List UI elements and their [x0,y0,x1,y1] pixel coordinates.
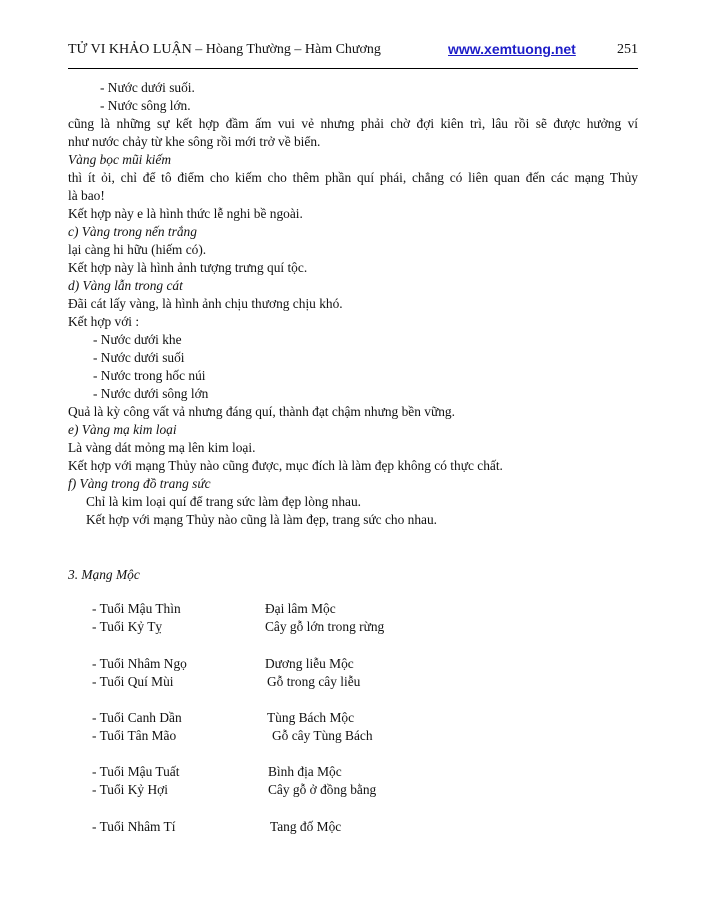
paragraph-line: Quả là kỳ công vất vả nhưng đáng quí, thành đạt chậm nhưng bền vững. [68,404,455,419]
section-heading-moc: 3. Mạng Mộc [68,567,140,582]
age-cell: - Tuổi Canh Dần [92,710,182,725]
paragraph-line: Kết hợp này e là hình thức lễ nghi bề ngoài. [68,206,303,221]
page-number: 251 [617,42,638,57]
list-item: - Nước trong hốc núi [93,368,206,383]
section-heading: d) Vàng lẫn trong cát [68,278,183,293]
header-site-link[interactable]: www.xemtuong.net [448,41,576,57]
paragraph-line: Kết hợp với mạng Thủy nào cũng là làm đẹp, trang sức cho nhau. [86,512,438,527]
element-cell: Dương liễu Mộc [265,656,354,671]
list-item: - Nước dưới suối. [100,80,195,95]
paragraph-line: cũng là những sự kết hợp đầm ấm vui vẻ nhưng phải chờ đợi kiên trì, lâu rồi sẽ được hưởng ví [68,116,638,131]
paragraph-line: Chỉ là kim loại quí để trang sức làm đẹp lòng nhau. [86,494,362,509]
element-cell: Đại lâm Mộc [265,601,336,616]
age-cell: - Tuổi Tân Mão [92,728,177,743]
paragraph-line: Kết hợp với : [68,314,140,329]
section-heading: Vàng bọc mũi kiếm [68,152,172,167]
element-cell: Gỗ cây Tùng Bách [272,728,373,743]
section-heading: c) Vàng trong nến trắng [68,224,197,239]
age-cell: - Tuổi Kỷ Hợi [92,782,168,797]
paragraph-line: thì ít ỏi, chỉ để tô điểm cho kiếm cho thêm phần quí phái, chẳng có liên quan đến các mạng Thủy [68,170,638,185]
age-cell: - Tuổi Nhâm Ngọ [92,656,187,671]
paragraph-line: Kết hợp với mạng Thủy nào cũng được, mục đích là làm đẹp không có thực chất. [68,458,503,473]
page-header [68,42,638,62]
element-cell: Cây gỗ lớn trong rừng [265,619,385,634]
element-cell: Tang đố Mộc [270,819,342,834]
age-cell: - Tuổi Nhâm Tí [92,819,176,834]
paragraph-line: Là vàng dát mỏng mạ lên kim loại. [68,440,256,455]
section-heading: e) Vàng mạ kim loại [68,422,177,437]
header-title: TỬ VI KHẢO LUẬN – Hòang Thường – Hàm Chương [68,42,381,57]
paragraph-line: lại càng hi hữu (hiếm có). [68,242,207,257]
list-item: - Nước dưới sông lớn [93,386,209,401]
age-cell: - Tuổi Mậu Thìn [92,601,181,616]
header-rule [68,68,638,69]
element-cell: Cây gỗ ở đồng bằng [268,782,377,797]
age-cell: - Tuổi Kỷ Tỵ [92,619,163,634]
age-cell: - Tuổi Mậu Tuất [92,764,180,779]
section-heading: f) Vàng trong đồ trang sức [68,476,211,491]
element-cell: Gỗ trong cây liễu [267,674,361,689]
element-cell: Tùng Bách Mộc [267,710,355,725]
age-cell: - Tuổi Quí Mùi [92,674,174,689]
paragraph-line: là bao! [68,188,105,203]
paragraph-line: Kết hợp này là hình ảnh tượng trưng quí tộc. [68,260,308,275]
element-cell: Bình địa Mộc [268,764,342,779]
list-item: - Nước sông lớn. [100,98,191,113]
paragraph-line: Đãi cát lấy vàng, là hình ảnh chịu thương chịu khó. [68,296,343,311]
list-item: - Nước dưới khe [93,332,182,347]
paragraph-line: như nước chảy từ khe sông rồi mới trở về biển. [68,134,321,149]
list-item: - Nước dưới suối [93,350,185,365]
